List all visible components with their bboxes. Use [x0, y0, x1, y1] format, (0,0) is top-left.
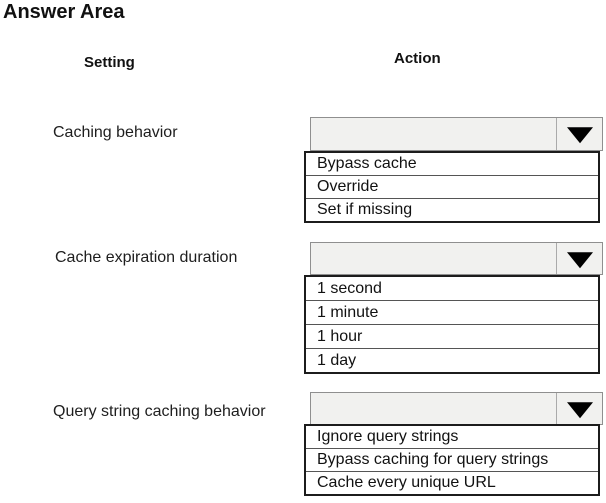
- dropdown-selected-value: [321, 393, 554, 424]
- dropdown-option[interactable]: Bypass caching for query strings: [306, 448, 598, 471]
- setting-label-caching-behavior: Caching behavior: [53, 124, 178, 141]
- dropdown-option[interactable]: Bypass cache: [317, 155, 417, 172]
- dropdown-arrow-button[interactable]: [556, 118, 602, 150]
- dropdown-option[interactable]: 1 hour: [306, 324, 598, 348]
- dropdown-selected-value: [321, 243, 554, 274]
- dropdown-option[interactable]: Set if missing: [306, 198, 598, 221]
- dropdown-query-string-caching-behavior[interactable]: [310, 392, 603, 425]
- dropdown-cache-expiration-duration[interactable]: [310, 242, 603, 275]
- dropdown-option[interactable]: Ignore query strings: [317, 428, 459, 445]
- dropdown-option[interactable]: 1 day: [306, 348, 598, 372]
- chevron-down-icon: [567, 402, 593, 418]
- setting-label-query-string-caching-behavior: Query string caching behavior: [53, 403, 266, 420]
- chevron-down-icon: [567, 252, 593, 268]
- dropdown-arrow-button[interactable]: [556, 393, 602, 424]
- dropdown-arrow-button[interactable]: [556, 243, 602, 274]
- dropdown-option[interactable]: Cache every unique URL: [306, 471, 598, 494]
- column-header-action: Action: [394, 50, 441, 67]
- dropdown-options-cache-expiration-duration: [304, 275, 600, 374]
- column-header-setting: Setting: [84, 54, 135, 71]
- dropdown-option[interactable]: 1 second: [317, 280, 382, 297]
- chevron-down-icon: [567, 127, 593, 143]
- dropdown-caching-behavior[interactable]: [310, 117, 603, 151]
- dropdown-option[interactable]: 1 minute: [306, 300, 598, 324]
- dropdown-options-caching-behavior: [304, 151, 600, 223]
- dropdown-selected-value: [321, 118, 554, 150]
- dropdown-options-query-string-caching-behavior: [304, 424, 600, 496]
- setting-label-cache-expiration-duration: Cache expiration duration: [55, 249, 238, 266]
- dropdown-option[interactable]: Override: [306, 175, 598, 198]
- page-title: Answer Area: [3, 1, 125, 23]
